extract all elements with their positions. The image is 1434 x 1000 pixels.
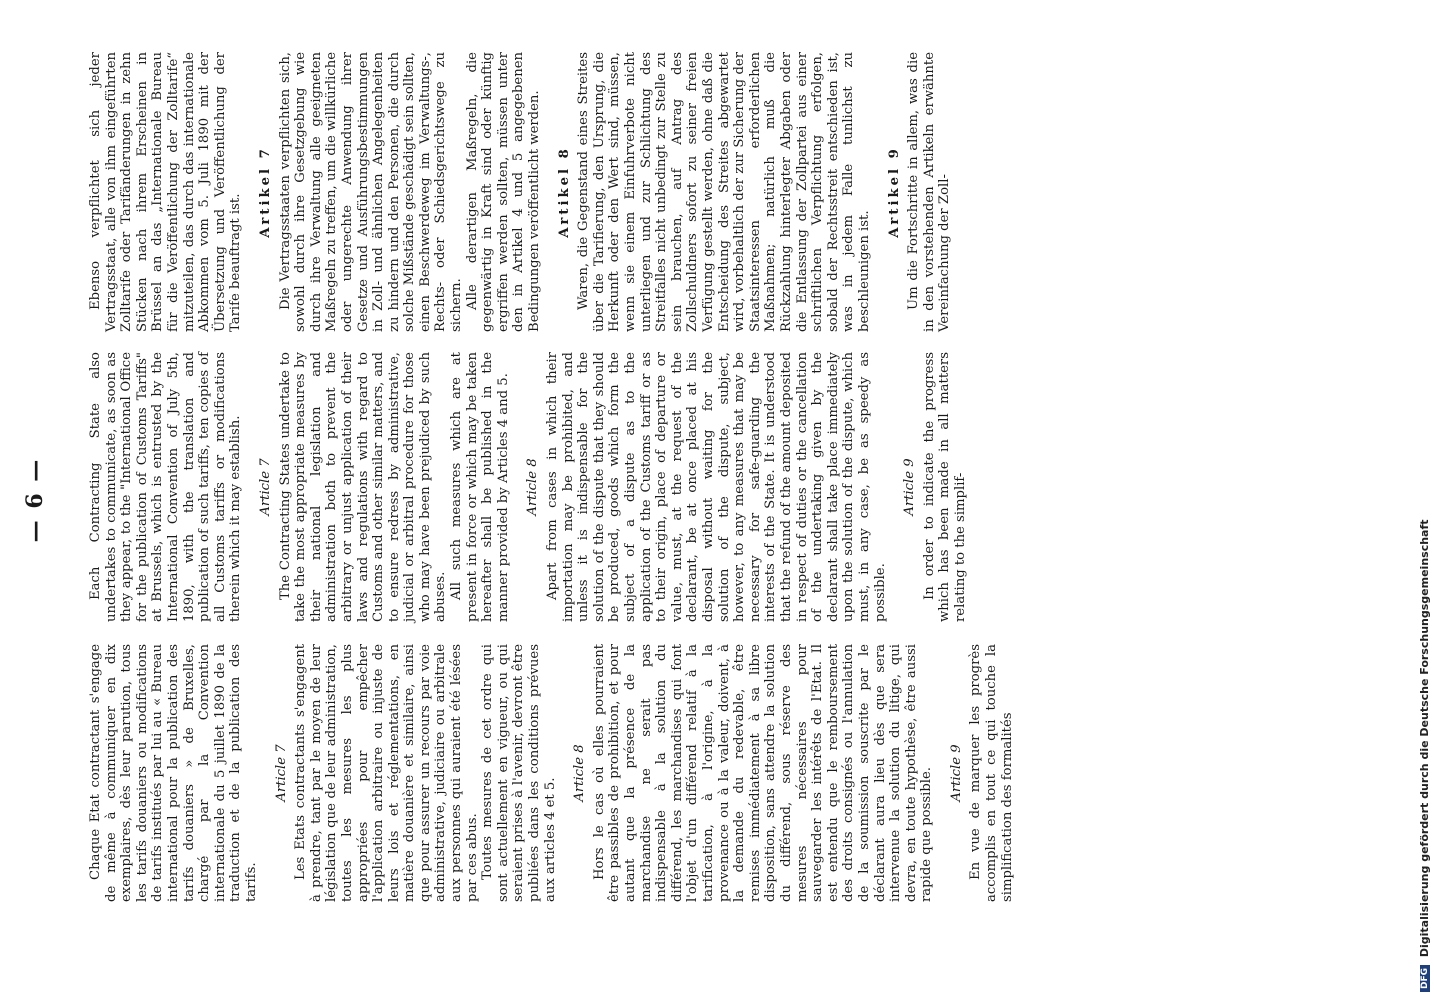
column-german (88, 52, 953, 332)
dfg-logo-icon: DFG (1420, 965, 1430, 992)
english-article7-paragraph-1: The Contracting States undertake to take the most appropriate measures by their national legislation and administration both to prevent the arbitrary or unjust application of their laws and regulations with regard to Customs and other similar matters, and to ensure redress by administrative, judicial or arbitral procedure for those who may have been prejudiced by such abuses. (277, 352, 449, 622)
english-intro: Each Contracting State also undertakes to communicate, as soon as they appear, to the "International Office for the publication of Customs Tariffs" at Brussels, which is entrusted by the International Convention of July 5th, 1890, with the translation and publication of such tariffs, ten copies of all Customs tariffs or modifications therein which it may establish. (88, 352, 244, 622)
english-article8-heading: Article 8 (525, 458, 541, 516)
english-article7-heading: Article 7 (257, 458, 273, 516)
column-english (88, 352, 968, 622)
german-article7-paragraph-1: Die Vertragsstaaten verpflichten sich, sowohl durch ihre Gesetzgebung wie durch ihre Verwaltung alle geeigneten Maßregeln zu treffen, um die willkürliche oder ungerechte Anwendung ihrer Gesetze und Ausführungsbestimmungen in Zoll- und ähnlichen Angelegenheiten zu hindern und den Personen, die durch solche Mißstände geschädigt sein sollten, einen Beschwerdeweg im Verwaltungs-, Rechts- oder Schiedsgerichtswege zu sichern. (277, 52, 465, 332)
digitization-footer (1418, 12, 1431, 992)
german-article8-heading: Artikel 8 (556, 146, 572, 238)
english-article9-paragraph-1: In order to indicate the progress which has been made in all matters relating to the simplif- (921, 352, 968, 622)
german-intro: Ebenso verpflichtet sich jeder Vertragsstaat, alle von ihm eingeführten Zolltarife oder Tarifänderungen in zehn Stücken nach ihrem Erscheinen in Brüssel an das „Internationale Bureau für die Veröffentlichung der Zolltarife“ mitzuteilen, das durch das internationale Abkommen vom 5. Juli 1890 mit der Übersetzung und Veröffentlichung der Tarife beauftragt ist. (88, 52, 244, 332)
french-article8-paragraph-1: Hors le cas où elles pourraient être passibles de prohibition, et pour autant que la présence de la marchandise ne serait pas indispensable à la solution du différend, les marchandises qui font l'objet d'un différend relatif à la tarification, à l'origine, à la provenance ou à la valeur, doivent, à la demande du redevable, être remises immédiatement à sa libre disposition, sans attendre la solution du différend, sous réserve des mesures nécessaires pour sauvegarder les intérêts de l'Etat. Il est entendu que le remboursement des droits consignés ou l'annulation de la soumission souscrite par le déclarant aura lieu dès que sera intervenue la solution du litige, qui devra, en toute hypothèse, être aussi rapide que possible. (591, 644, 935, 902)
english-article9-heading: Article 9 (902, 458, 918, 516)
french-article7-paragraph-1: Les Etats contractants s'engagent à prendre, tant par le moyen de leur législation que de leur administration, toutes les mesures les plus appropriées pour empêcher l'application arbitraire ou injuste de leurs lois et réglementations, en matière douanière et similaire, ainsi que pour assurer un recours par voie administrative, judiciaire ou arbitrale aux personnes qui auraient été lésées par ces abus. (293, 644, 480, 902)
french-article9-heading: Article 9 (948, 744, 964, 802)
french-article7-paragraph-2: Toutes mesures de cet ordre qui sont actuellement en vigueur, ou qui seraient prises à l'avenir, devront être publiées dans les conditions prévues aux articles 4 et 5. (480, 644, 558, 902)
french-intro: Chaque Etat contractant s'engage de même à communiquer en dix exemplaires, dès leur parution, tous les tarifs douaniers ou modifications de tarifs institués par lui au « Bureau international pour la publication des tarifs douaniers » de Bruxelles, chargé par la Convention internationale du 5 juillet 1890 de la traduction et de la publication des tarifs. (88, 644, 259, 902)
german-article8-paragraph-1: Waren, die Gegenstand eines Streites über die Tarifierung, den Ursprung, die Herkunft oder den Wert sind, müssen, wenn sie einem Einfuhrverbote nicht unterliegen und zur Schlichtung des Streitfalles nicht unbedingt zur Stelle zu sein brauchen, auf Antrag des Zollschuldners sofort zu seiner freien Verfügung gestellt werden, ohne daß die Entscheidung des Streites abgewartet wird, vorbehaltlich der zur Sicherung der Staatsinteressen erforderlichen Maßnahmen; natürlich muß die Rückzahlung hinterlegter Abgaben oder die Entlassung der Zollpartei aus einer schriftlichen Verpflichtung erfolgen, sobald der Rechtsstreit entschieden ist, was in jedem Falle tunlichst zu beschleunigen ist. (576, 52, 872, 332)
french-article7-heading: Article 7 (273, 744, 289, 802)
page-number: — 6 — (22, 457, 48, 543)
german-article7-heading: Artikel 7 (257, 146, 273, 238)
german-article9-heading: Artikel 9 (886, 146, 902, 238)
column-french (88, 644, 1015, 902)
french-article8-heading: Article 8 (572, 744, 588, 802)
english-article7-paragraph-2: All such measures which are at present in force or which may be taken hereafter shall be published in the manner provided by Articles 4 and 5. (449, 352, 511, 622)
german-article7-paragraph-2: Alle derartigen Maßregeln, die gegenwärtig in Kraft sind oder künftig ergriffen werden sollten, müssen unter den in Artikel 4 und 5 angegebenen Bedingungen veröffentlicht werden. (464, 52, 543, 332)
german-article9-paragraph-1: Um die Fortschritte in allem, was die in den vorstehenden Artikeln erwähnte Vereinfachung der Zoll- (906, 52, 953, 332)
english-article8-paragraph-1: Apart from cases in which their importation may be prohibited, and unless it is indispensable for the solution of the dispute that they should be produced, goods which form the subject of a dispute as to the application of the Customs tariff or as to their origin, place of departure or value, must, at the request of the declarant, be at once placed at his disposal without waiting for the solution of the dispute, subject, however, to any measures that may be necessary for safe-guarding the interests of the State. It is understood that the refund of the amount deposited in respect of duties or the cancellation of the undertaking given by the declarant shall take place immediately upon the solution of the dispute, which must, in any case, be as speedy as possible. (545, 352, 888, 622)
digitization-credit: Digitalisierung gefördert durch die Deutsche Forschungsgemeinschaft (1418, 519, 1431, 958)
french-article9-paragraph-1: En vue de marquer les progrès accomplis en tout ce qui touche la simplification des formalités (968, 644, 1015, 902)
